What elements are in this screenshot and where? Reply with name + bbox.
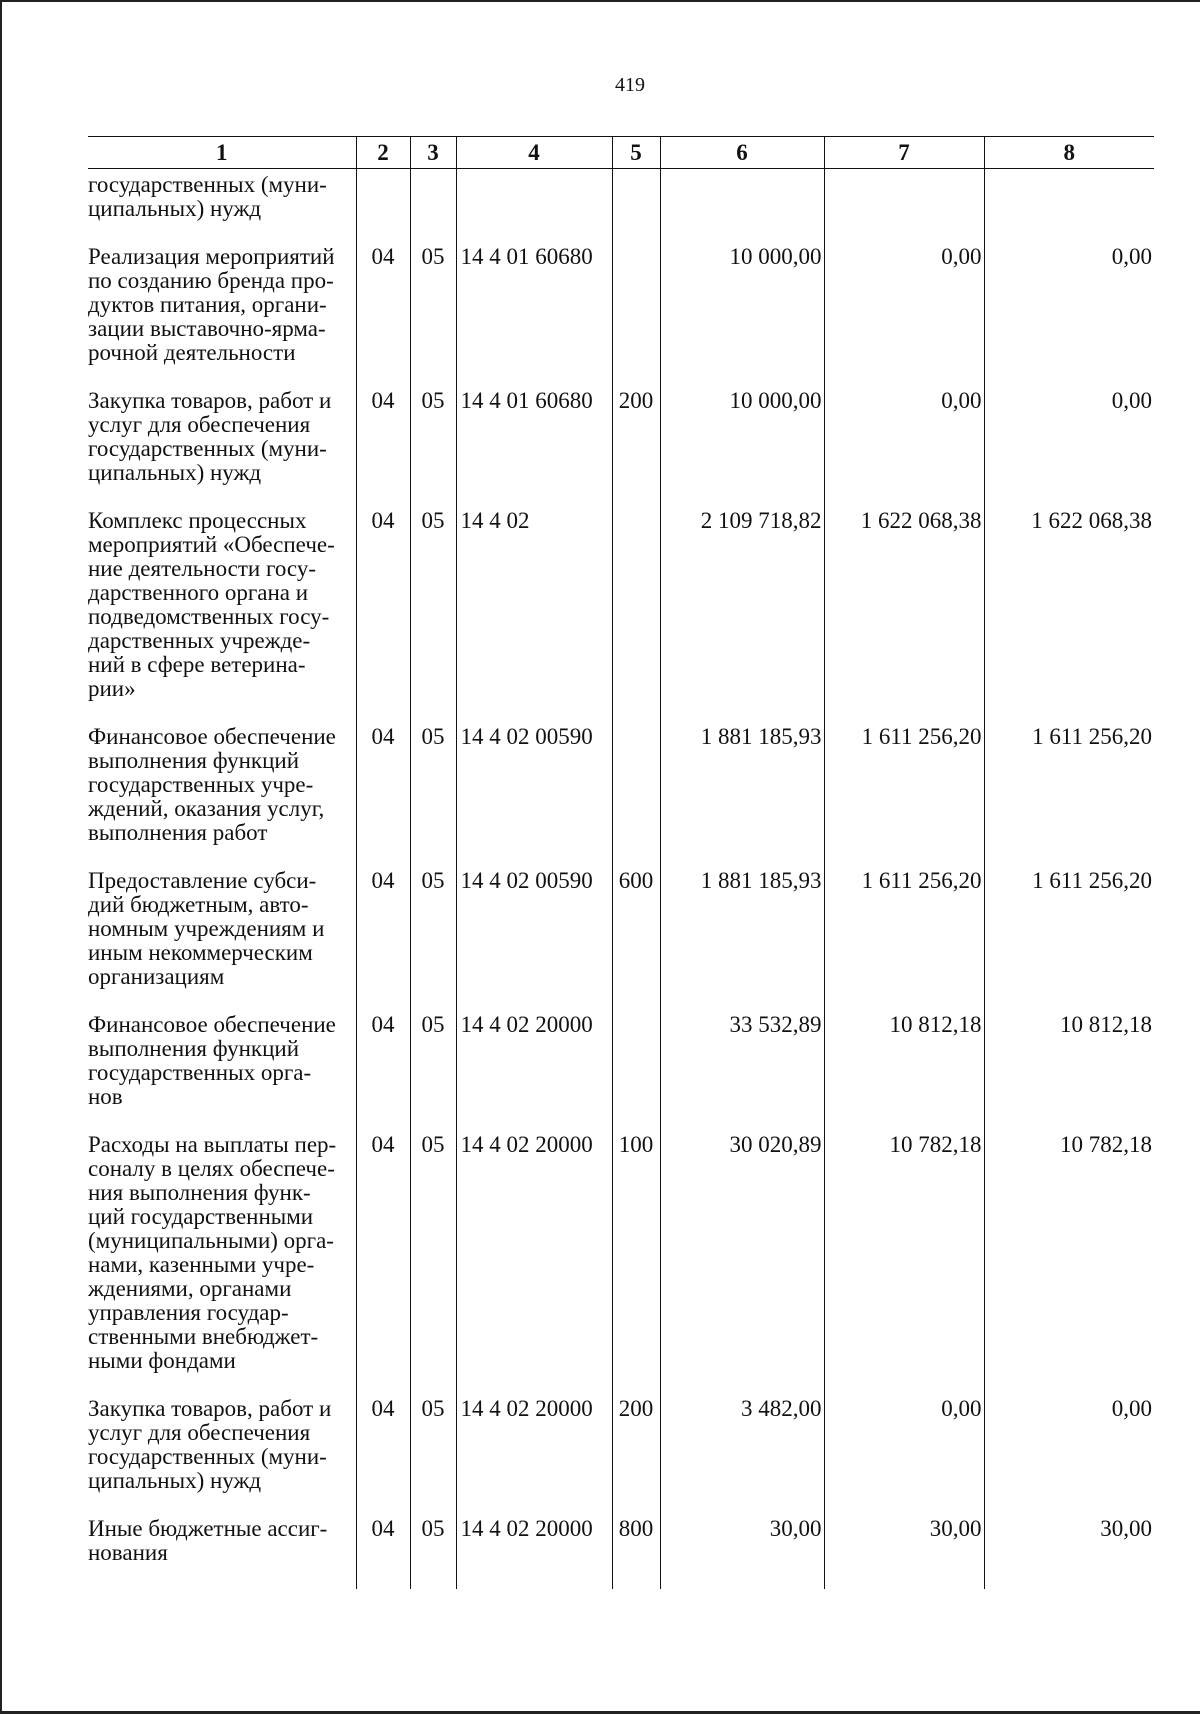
table-row: [88, 169, 1154, 246]
cell-name-line: ния выполнения функ-: [88, 1180, 311, 1205]
cell-target-article: 14 4 01 60680: [456, 245, 612, 389]
table-row: [88, 245, 1154, 389]
cell-amount-7: 1 622 068,38: [824, 509, 984, 725]
cell-name-line: государственных (муни-: [88, 1444, 327, 1469]
header-col-8: 8: [984, 137, 1154, 169]
cell-amount-7: 10 782,18: [824, 1133, 984, 1397]
cell-name-line: ний в сфере ветерина-: [88, 652, 306, 677]
cell-name-line: номным учреждениям и: [88, 916, 325, 941]
cell-name-line: ждениями, органами: [88, 1276, 292, 1301]
cell-name-line: услуг для обеспечения: [88, 412, 311, 437]
scan-edge-top: [0, 0, 1200, 2]
cell-name-line: государственных учре-: [88, 772, 314, 797]
cell-name-line: ние деятельности госу-: [88, 556, 316, 581]
cell-expense-type: 100: [612, 1133, 660, 1397]
cell-section: 04: [356, 1397, 410, 1517]
table-row: [88, 1133, 1154, 1397]
cell-subsection: 05: [410, 1133, 456, 1397]
cell-name-line: ципальных) нужд: [88, 196, 262, 221]
cell-amount-6: 10 000,00: [660, 389, 824, 509]
table-row: [88, 1013, 1154, 1133]
cell-amount-8: 10 782,18: [984, 1133, 1154, 1397]
cell-expense-type: 200: [612, 1397, 660, 1517]
cell-amount-6: [660, 169, 824, 246]
cell-expense-type: [612, 725, 660, 869]
cell-name: [88, 1013, 356, 1133]
cell-target-article: 14 4 01 60680: [456, 389, 612, 509]
cell-section: [356, 169, 410, 246]
cell-target-article: 14 4 02: [456, 509, 612, 725]
cell-name-line: организациям: [88, 964, 225, 989]
cell-name: [88, 869, 356, 1013]
cell-target-article: 14 4 02 00590: [456, 869, 612, 1013]
cell-amount-7: 0,00: [824, 245, 984, 389]
cell-amount-6: 1 881 185,93: [660, 725, 824, 869]
cell-amount-8: 0,00: [984, 389, 1154, 509]
cell-name: [88, 1133, 356, 1397]
cell-amount-6: 3 482,00: [660, 1397, 824, 1517]
cell-name: [88, 389, 356, 509]
cell-name-line: (муниципальными) орга-: [88, 1228, 334, 1253]
cell-subsection: 05: [410, 725, 456, 869]
cell-name-line: ципальных) нужд: [88, 460, 262, 485]
cell-name-line: нов: [88, 1084, 123, 1109]
cell-name-line: зации выставочно-ярма-: [88, 316, 326, 341]
cell-name-line: выполнения функций: [88, 1036, 299, 1061]
cell-name-line: дарственных учрежде-: [88, 628, 311, 653]
cell-amount-7: 30,00: [824, 1517, 984, 1589]
cell-expense-type: 200: [612, 389, 660, 509]
scan-edge-left: [0, 0, 2, 1714]
cell-section: 04: [356, 1517, 410, 1589]
cell-section: 04: [356, 245, 410, 389]
table-body: [88, 169, 1154, 1590]
cell-amount-8: 1 611 256,20: [984, 725, 1154, 869]
cell-name-line: управления государ-: [88, 1300, 289, 1325]
cell-subsection: 05: [410, 1517, 456, 1589]
cell-section: 04: [356, 725, 410, 869]
cell-amount-8: 0,00: [984, 245, 1154, 389]
cell-amount-8: 1 622 068,38: [984, 509, 1154, 725]
cell-name-line: Реализация мероприятий: [88, 244, 335, 269]
cell-target-article: 14 4 02 20000: [456, 1517, 612, 1589]
cell-target-article: 14 4 02 20000: [456, 1133, 612, 1397]
cell-section: 04: [356, 1013, 410, 1133]
header-col-2: 2: [356, 137, 410, 169]
cell-name: [88, 245, 356, 389]
cell-name: [88, 1397, 356, 1517]
cell-name-line: нами, казенными учре-: [88, 1252, 315, 1277]
cell-name-line: по созданию бренда про-: [88, 268, 334, 293]
budget-table: [88, 136, 1154, 1589]
cell-name-line: рочной деятельности: [88, 340, 296, 365]
cell-name-line: выполнения работ: [88, 820, 268, 845]
cell-expense-type: 800: [612, 1517, 660, 1589]
cell-expense-type: [612, 1013, 660, 1133]
cell-name-line: Закупка товаров, работ и: [88, 388, 332, 413]
cell-amount-6: 33 532,89: [660, 1013, 824, 1133]
header-col-3: 3: [410, 137, 456, 169]
cell-amount-7: 1 611 256,20: [824, 869, 984, 1013]
cell-amount-6: 2 109 718,82: [660, 509, 824, 725]
cell-section: 04: [356, 389, 410, 509]
cell-name-line: Комплекс процессных: [88, 508, 307, 533]
cell-name-line: ственными внебюджет-: [88, 1324, 319, 1349]
cell-amount-8: 10 812,18: [984, 1013, 1154, 1133]
cell-name-line: дарственного органа и: [88, 580, 309, 605]
cell-amount-8: 0,00: [984, 1397, 1154, 1517]
cell-name-line: Финансовое обеспечение: [88, 1012, 336, 1037]
cell-target-article: 14 4 02 00590: [456, 725, 612, 869]
table-row: [88, 509, 1154, 725]
cell-name-line: выполнения функций: [88, 748, 299, 773]
table-row: [88, 1517, 1154, 1589]
cell-name-line: Закупка товаров, работ и: [88, 1396, 332, 1421]
cell-subsection: 05: [410, 509, 456, 725]
cell-target-article: [456, 169, 612, 246]
cell-amount-6: 30,00: [660, 1517, 824, 1589]
cell-expense-type: [612, 245, 660, 389]
cell-name-line: услуг для обеспечения: [88, 1420, 311, 1445]
cell-section: 04: [356, 1133, 410, 1397]
cell-name-line: рии»: [88, 676, 136, 701]
cell-subsection: 05: [410, 1397, 456, 1517]
cell-target-article: 14 4 02 20000: [456, 1013, 612, 1133]
cell-amount-7: 10 812,18: [824, 1013, 984, 1133]
page-number: 419: [615, 74, 645, 96]
cell-amount-7: 1 611 256,20: [824, 725, 984, 869]
cell-expense-type: [612, 509, 660, 725]
cell-name-line: ций государственными: [88, 1204, 314, 1229]
cell-name-line: государственных орга-: [88, 1060, 312, 1085]
cell-amount-8: 30,00: [984, 1517, 1154, 1589]
cell-name-line: Иные бюджетные ассиг-: [88, 1516, 328, 1541]
header-col-6: 6: [660, 137, 824, 169]
cell-amount-6: 30 020,89: [660, 1133, 824, 1397]
cell-name: [88, 725, 356, 869]
table-row: [88, 1397, 1154, 1517]
header-col-7: 7: [824, 137, 984, 169]
cell-name-line: подведомственных госу-: [88, 604, 330, 629]
cell-expense-type: 600: [612, 869, 660, 1013]
cell-name-line: иным некоммерческим: [88, 940, 313, 965]
cell-name-line: Финансовое обеспечение: [88, 724, 336, 749]
cell-amount-6: 1 881 185,93: [660, 869, 824, 1013]
header-col-5: 5: [612, 137, 660, 169]
cell-name-line: государственных (муни-: [88, 172, 327, 197]
cell-name-line: ципальных) нужд: [88, 1468, 262, 1493]
cell-target-article: 14 4 02 20000: [456, 1397, 612, 1517]
cell-name-line: ными фондами: [88, 1348, 236, 1373]
cell-amount-7: 0,00: [824, 1397, 984, 1517]
cell-name-line: мероприятий «Обеспече-: [88, 532, 335, 557]
cell-name-line: Предоставление субси-: [88, 868, 317, 893]
cell-amount-8: [984, 169, 1154, 246]
cell-name-line: государственных (муни-: [88, 436, 327, 461]
cell-name-line: Расходы на выплаты пер-: [88, 1132, 337, 1157]
cell-name-line: дуктов питания, органи-: [88, 292, 327, 317]
cell-amount-7: [824, 169, 984, 246]
cell-name-line: дий бюджетным, авто-: [88, 892, 309, 917]
cell-name: [88, 1517, 356, 1589]
table-row: [88, 869, 1154, 1013]
header-row: [88, 137, 1154, 169]
header-col-1: 1: [88, 137, 356, 169]
cell-subsection: 05: [410, 869, 456, 1013]
cell-name: [88, 509, 356, 725]
cell-amount-6: 10 000,00: [660, 245, 824, 389]
cell-amount-8: 1 611 256,20: [984, 869, 1154, 1013]
cell-subsection: 05: [410, 389, 456, 509]
table-row: [88, 389, 1154, 509]
cell-name-line: нования: [88, 1540, 168, 1565]
cell-name-line: ждений, оказания услуг,: [88, 796, 325, 821]
cell-expense-type: [612, 169, 660, 246]
cell-subsection: 05: [410, 245, 456, 389]
cell-name: [88, 169, 356, 246]
header-col-4: 4: [456, 137, 612, 169]
cell-subsection: 05: [410, 1013, 456, 1133]
table-row: [88, 725, 1154, 869]
cell-subsection: [410, 169, 456, 246]
cell-name-line: соналу в целях обеспече-: [88, 1156, 335, 1181]
cell-section: 04: [356, 869, 410, 1013]
cell-section: 04: [356, 509, 410, 725]
cell-amount-7: 0,00: [824, 389, 984, 509]
